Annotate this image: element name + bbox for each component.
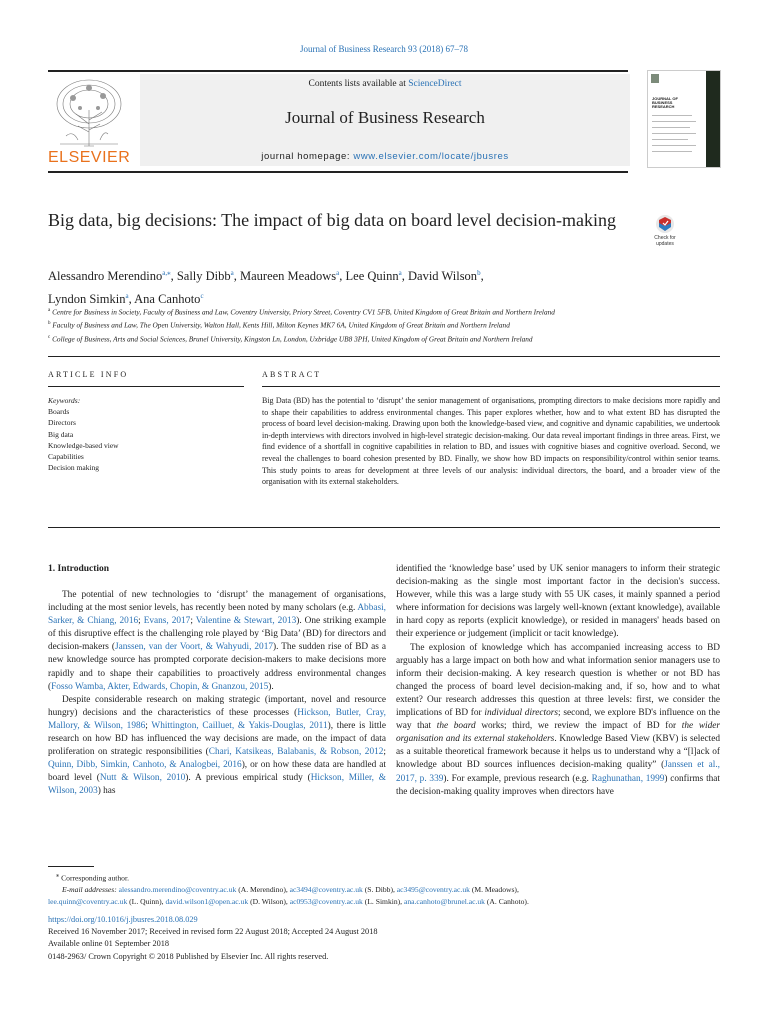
- email-addresses: E-mail addresses: alessandro.merendino@coventry.ac.uk (A. Merendino), ac3494@coventry.ac.uk (S. Dibb), ac3495@coventry.ac.uk (M. Meadows),: [62, 885, 519, 895]
- email-link[interactable]: ac3495@coventry.ac.uk: [396, 885, 470, 895]
- keyword-item: Big data: [48, 429, 74, 439]
- corresponding-author-note: ⁎ Corresponding author.: [56, 872, 129, 883]
- journal-title: Journal of Business Research: [285, 108, 485, 127]
- author-affiliation-mark[interactable]: a: [398, 269, 402, 277]
- keywords-label: Keywords:: [48, 396, 81, 405]
- section-divider: [48, 356, 720, 357]
- affiliation-item: $^a$ Centre for Business in Society, Faculty of Business and Law, Coventry University, Priory Street, Coventry CV1 5FB, United Kingdom of Great Britain and Northern Ireland: [48, 307, 555, 317]
- affiliation-item: $^c$ College of Business, Arts and Social Sciences, Brunel University, Kingston Ln, London, Uxbridge UB8 3PH, United Kingdom of Great Britain and Northern Ireland: [48, 334, 533, 344]
- author-name: Lee Quinn: [345, 269, 399, 284]
- body-column-left: [48, 589, 386, 799]
- abstract-bottom-rule: [48, 527, 720, 528]
- article-info-rule: [48, 386, 244, 387]
- citation-link[interactable]: Hickson, Miller, & Wilson, 2003: [48, 773, 387, 797]
- author-name: David Wilson: [408, 269, 478, 284]
- footnote-rule: [48, 866, 94, 867]
- keyword-item: Directors: [48, 418, 76, 428]
- citation-link[interactable]: Quinn, Dibb, Simkin, Canhoto, & Analogbei, 2016: [48, 760, 242, 771]
- author-name: Alessandro Merendino: [48, 269, 163, 284]
- body-paragraph: The explosion of knowledge which has accompanied increasing access to BD arguably has a large impact on both how and what information senior managers use to inform their decision-making. A key research question is whether or not BD has changed the process of board level decision-making and, if so, how and to what extent? Our research addresses this question at three levels: first, we consider the implications of BD for individual directors; second, we explore BD's influence on the way that the board works; third, we review the impact of BD for the wider organisation and its external stakeholders. Knowledge Based View (KBV) is selected as a suitable theoretical framework because it helps us to understand why a “[l]ack of knowledge about BD sources influences decision-making quality” (Janssen et al., 2017, p. 339). For example, previous research (e.g. Raghunathan, 1999) confirms that the decision-making quality improves when directors have: [396, 642, 721, 797]
- citation-link[interactable]: Evans, 2017: [143, 616, 191, 627]
- email-link[interactable]: ana.canhoto@brunel.ac.uk: [403, 896, 485, 906]
- contents-line: Contents lists available at ScienceDirect: [308, 79, 462, 89]
- cover-spine: [706, 71, 720, 167]
- author-affiliation-mark[interactable]: c: [200, 292, 204, 301]
- citation-link[interactable]: Janssen et al., 2017, p. 339: [396, 760, 720, 784]
- doi-link[interactable]: https://doi.org/10.1016/j.jbusres.2018.08.029: [48, 915, 198, 924]
- citation-link[interactable]: Janssen, van der Voort, & Wahyudi, 2017: [115, 642, 273, 653]
- article-history: Received 16 November 2017; Received in revised form 22 August 2018; Accepted 24 August 2018: [48, 927, 378, 937]
- body-paragraph: The potential of new technologies to ‘disrupt’ the management of organisations, including at the most senior levels, has recently been noted by many scholars (e.g. Abbasi, Sarker, & Chiang, 2016; Evans, 2017; Valentine & Stewart, 2013). One striking example of this disruptive effect is the challenging role played by ‘Big Data’ (BD) for directors and decision-makers (Janssen, van der Voort, & Wahyudi, 2017). The sudden rise of BD as a new knowledge source has prompted corporate decision-makers to make decisions more rapidly and to shape their capabilities to proactively address environmental changes (Fosso Wamba, Akter, Edwards, Chopin, & Gnanzou, 2015).: [48, 590, 386, 692]
- header-top-rule: [48, 70, 628, 72]
- citation-link[interactable]: Fosso Wamba, Akter, Edwards, Chopin, & Gnanzou, 2015: [51, 681, 269, 692]
- header-bottom-rule: [48, 171, 628, 173]
- copyright-line: 0148-2963/ Crown Copyright © 2018 Published by Elsevier Inc. All rights reserved.: [48, 951, 329, 961]
- citation-link[interactable]: Abbasi, Sarker, & Chiang, 2016: [48, 603, 386, 627]
- body-column-right: [396, 563, 720, 799]
- email-link[interactable]: ac3494@coventry.ac.uk: [289, 885, 363, 895]
- citation-link[interactable]: Hickson, Butler, Cray, Mallory, & Wilson, 1986: [48, 707, 386, 731]
- author-affiliation-mark[interactable]: a,⁎: [162, 269, 171, 277]
- email-link[interactable]: ac0953@coventry.ac.uk: [289, 896, 363, 906]
- abstract-rule: [262, 386, 720, 387]
- citation-link[interactable]: Raghunathan, 1999: [591, 773, 665, 784]
- article-info-heading: ARTICLE INFO: [48, 370, 129, 379]
- check-for-updates-label[interactable]: Check for updates: [654, 235, 676, 247]
- affiliation-item: $^b$ Faculty of Business and Law, The Open University, Walton Hall, Kents Hill, Milton Keynes MK7 6A, United Kingdom of Great Britain and Northern Ireland: [48, 320, 510, 330]
- abstract-heading: ABSTRACT: [262, 370, 322, 379]
- online-date: Available online 01 September 2018: [48, 939, 170, 949]
- affiliation-list: [48, 305, 728, 345]
- email-link[interactable]: lee.quinn@coventry.ac.uk: [48, 896, 128, 906]
- author-name: Ana Canhoto: [134, 292, 201, 307]
- footnotes: [48, 870, 728, 907]
- elsevier-wordmark: ELSEVIER: [48, 149, 131, 166]
- email-addresses-continued: lee.quinn@coventry.ac.uk (L. Quinn), david.wilson1@open.ac.uk (D. Wilson), ac0953@coventry.ac.uk (L. Simkin), ana.canhoto@brunel.ac.uk (A. Canhoto).: [48, 896, 529, 906]
- author-affiliation-mark[interactable]: b: [477, 269, 481, 277]
- cover-publisher-icon: [651, 74, 659, 83]
- citation-link[interactable]: Chari, Katsikeas, Balabanis, & Robson, 2012: [208, 747, 384, 758]
- citation-link[interactable]: Valentine & Stewart, 2013: [195, 616, 297, 627]
- body-paragraph: identified the ‘knowledge base’ used by UK senior managers to inform their strategic decision-making as the single most important factor in the decision's success. However, while this was a large study with 55 UK cases, it mainly spanned a period where information for decisions was largely well-known (extant knowledge), available in hard copy as reports (explicit knowledge), or resided in managers' heads based on their experience or judgement (implicit or tacit knowledge).: [396, 564, 720, 640]
- abstract-text: Big Data (BD) has the potential to ‘disrupt’ the senior management of organisations, prompting directors to make decisions more rapidly and to shape their capabilities to address environmental changes. This paper explores whether, how and to what extent BD has disrupted the process of board level decision-making. Drawing upon both the knowledge-based view, and cognitive and dynamic capabilities, we undertook in-depth interviews with directors involved in high-level strategic decision-making. Our data reveal important findings in three areas. First, we find evidence of a shortfall in cognitive capabilities in relation to BD, and issues with cognitive biases and cognitive overload. Second, we reveal the challenges to board cohesion presented by BD. Finally, we show how BD impacts on responsibility/control within senior teams. This study points to areas for development at three levels of our analysis: individual directors, the board, and a broader view of the organisation with its external stakeholders.: [262, 396, 720, 487]
- body-paragraph: Despite considerable research on making strategic (important, novel and resource hungry) decisions and the characteristics of these processes (Hickson, Butler, Cray, Mallory, & Wilson, 1986; Whittington, Cailluet, & Yakis-Douglas, 2011), there is little research on how BD has influenced the way decisions are made, on the impact of data proliferation on strategic responsibilities (Chari, Katsikeas, Balabanis, & Robson, 2012; Quinn, Dibb, Simkin, Canhoto, & Analogbei, 2016), or on how these data are handled at board level (Nutt & Wilson, 2010). A previous empirical study (Hickson, Miller, & Wilson, 2003) has: [48, 694, 387, 797]
- citation-link[interactable]: Whittington, Cailluet, & Yakis-Douglas, 2011: [151, 720, 328, 731]
- author-affiliation-mark[interactable]: a: [125, 292, 129, 301]
- author-name: Lyndon Simkin: [48, 292, 126, 307]
- article-metadata: [48, 914, 728, 963]
- journal-reference-link[interactable]: Journal of Business Research 93 (2018) 67–78: [300, 44, 468, 54]
- keyword-item: Knowledge-based view: [48, 440, 119, 450]
- email-link[interactable]: alessandro.merendino@coventry.ac.uk: [118, 885, 237, 895]
- keyword-item: Capabilities: [48, 452, 84, 462]
- article-title: Big data, big decisions: The impact of big data on board level decision-making: [48, 210, 617, 230]
- author-name: Sally Dibb: [176, 269, 231, 284]
- email-link[interactable]: david.wilson1@open.ac.uk: [165, 896, 249, 906]
- citation-link[interactable]: Nutt & Wilson, 2010: [99, 773, 186, 784]
- keywords-block: [48, 395, 238, 473]
- author-name: Maureen Meadows: [240, 269, 337, 284]
- author-list: Alessandro Merendino$^{a,⁎}$, Sally Dibb$^a$, Maureen Meadows$^a$, Lee Quinn$^a$, David Wilson$^b$, Lyndon Simkin$^a$, Ana Canhoto$^c$: [48, 269, 484, 307]
- keyword-item: Boards: [48, 407, 70, 417]
- journal-homepage-link[interactable]: www.elsevier.com/locate/jbusres: [353, 151, 509, 162]
- journal-cover-thumbnail: JOURNAL OF BUSINESS RESEARCH: [647, 70, 721, 168]
- journal-homepage: journal homepage: www.elsevier.com/locate/jbusres: [261, 151, 509, 162]
- keyword-item: Decision making: [48, 463, 100, 473]
- author-affiliation-mark[interactable]: a: [336, 269, 340, 277]
- author-affiliation-mark[interactable]: a: [230, 269, 234, 277]
- section-heading-introduction: 1. Introduction: [48, 564, 110, 574]
- journal-reference[interactable]: [0, 44, 768, 54]
- sciencedirect-link[interactable]: ScienceDirect: [408, 79, 462, 89]
